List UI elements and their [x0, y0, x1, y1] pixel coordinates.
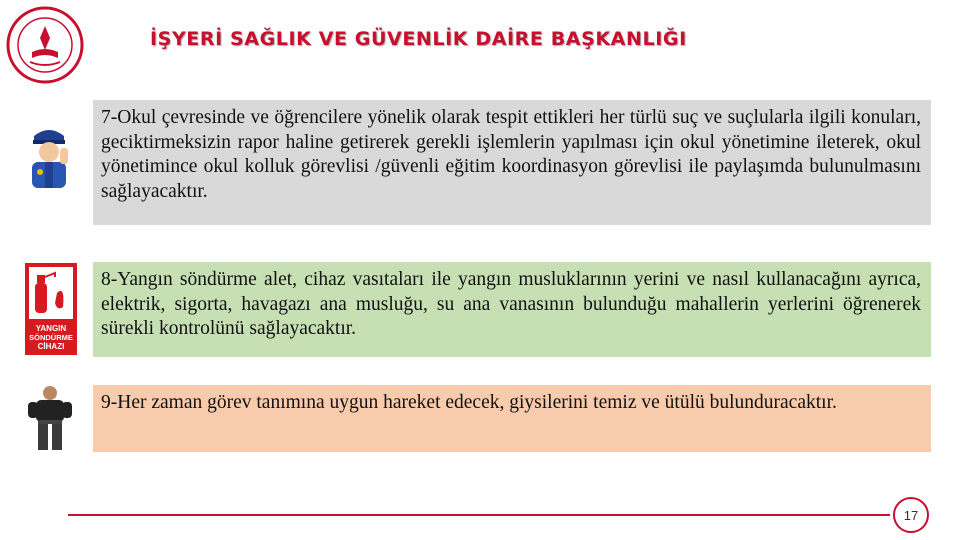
- security-guard-icon: [22, 384, 78, 454]
- page-number: 17: [893, 497, 929, 533]
- sign-line-1: YANGIN: [35, 324, 67, 333]
- duty-item-8: 8-Yangın söndürme alet, cihaz vasıtaları ile yangın musluklarının yerini ve nasıl kullanacağını ayrıca, elektrik, sigorta, havagazı ana musluğu, su ana vanasının bulunduğu mahallerin yerlerini öğrenerek sürekli kontrolünü sağlayacaktır.: [93, 262, 931, 357]
- sign-line-3: CİHAZI: [37, 342, 65, 351]
- duty-item-7: 7-Okul çevresinde ve öğrencilere yönelik olarak tespit ettikleri her türlü suç ve suçlularla ilgili konuları, geciktirmeksizin rapor haline getirerek gerekli işlemlerin yapılması için okul yönetimine ileterek, okul yönetimince okul kolluk görevlisi /güvenli eğitim koordinasyon görevlisi ile paylaşımda bulunulmasını sağlayacaktır.: [93, 100, 931, 225]
- police-officer-icon: [20, 122, 78, 192]
- ministry-seal-icon: [6, 6, 84, 84]
- footer-divider: [68, 514, 890, 516]
- fire-extinguisher-sign-icon: [25, 263, 77, 355]
- duty-item-9: 9-Her zaman görev tanımına uygun hareket edecek, giysilerini temiz ve ütülü bulunduracaktır.: [93, 385, 931, 452]
- sign-line-2: SÖNDÜRME: [29, 333, 73, 342]
- page-title: İŞYERİ SAĞLIK VE GÜVENLİK DAİRE BAŞKANLIĞI: [150, 28, 687, 50]
